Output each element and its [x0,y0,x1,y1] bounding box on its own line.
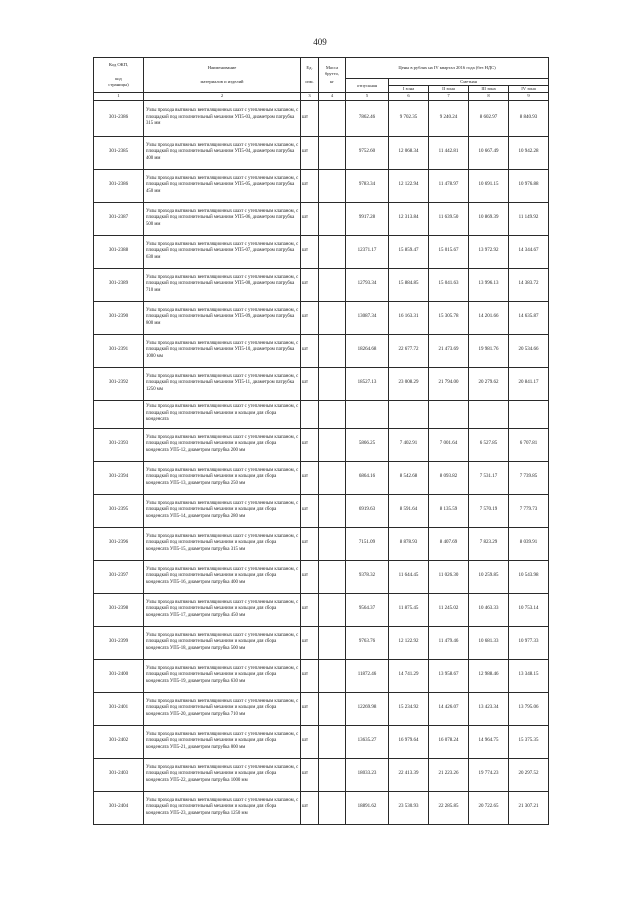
row-unit: шт [301,169,319,202]
row-unit [301,400,319,428]
row-zone-2-price: 8 135.59 [429,494,469,527]
column-number: 5 [346,93,389,101]
row-name: Узлы прохода вытяжных вентиляционных шахт с утепленным клапаном, с площадкой под исполнительный механизм УП5-10, диаметром патрубка 1000 мм [144,334,301,367]
row-zone-3-price: 10 691.15 [469,169,509,202]
row-zone-2-price: 11 478.97 [429,169,469,202]
table-row [94,725,549,758]
row-unit: шт [301,560,319,593]
row-zone-3-price: 10 869.39 [469,202,509,235]
table-row [94,791,549,824]
row-zone-1-price: 15 234.92 [389,692,429,725]
header-name: Наименование материалов и изделий [144,58,301,93]
column-number: 9 [509,93,549,101]
row-unit: шт [301,461,319,494]
row-unit: шт [301,268,319,301]
table-row [94,494,549,527]
column-number: 7 [429,93,469,101]
row-zone-3-price: 14 964.75 [469,725,509,758]
row-mass [319,725,346,758]
header-price-title: Цены в рублях на IV квартал 2016 года (без НДС) [346,58,549,79]
column-number: 4 [319,93,346,101]
row-supply-price [346,400,389,428]
row-zone-1-price: 22 677.72 [389,334,429,367]
row-zone-3-price: 7 823.29 [469,527,509,560]
table-row [94,626,549,659]
header-unit: Ед. изм. [301,58,319,93]
row-supply-price: 12371.17 [346,235,389,268]
row-code: 301-2395 [94,494,144,527]
row-zone-3-price: 12 988.46 [469,659,509,692]
row-supply-price: 9783.34 [346,169,389,202]
row-zone-4-price: 6 707.81 [509,428,549,461]
row-zone-1-price: 11 875.45 [389,593,429,626]
row-zone-2-price: 9 240.24 [429,100,469,136]
row-zone-1-price [389,400,429,428]
row-code: 301-2387 [94,202,144,235]
header-estimate: Сметная [389,79,549,86]
row-unit: шт [301,301,319,334]
table-row [94,461,549,494]
header-zone-3: III зона [469,86,509,93]
row-zone-3-price: 10 681.33 [469,626,509,659]
row-zone-3-price: 19 774.23 [469,758,509,791]
row-mass [319,301,346,334]
row-mass [319,100,346,136]
row-zone-1-price: 8 542.68 [389,461,429,494]
row-zone-1-price: 16 163.31 [389,301,429,334]
row-zone-4-price: 7 779.73 [509,494,549,527]
header-zone-2: II зона [429,86,469,93]
row-code: 301-2402 [94,725,144,758]
row-mass [319,169,346,202]
row-zone-2-price: 22 285.85 [429,791,469,824]
row-zone-4-price: 13 795.06 [509,692,549,725]
column-number: 6 [389,93,429,101]
row-zone-2-price: 15 041.63 [429,268,469,301]
row-zone-1-price: 15 859.47 [389,235,429,268]
row-unit: шт [301,791,319,824]
row-name: Узлы прохода вытяжных вентиляционных шахт с утепленным клапаном, с площадкой под исполнительный механизм и кольцом для сбора конденсата [144,400,301,428]
row-mass [319,268,346,301]
row-unit: шт [301,100,319,136]
row-zone-3-price: 13 996.13 [469,268,509,301]
row-zone-1-price: 12 122.92 [389,626,429,659]
row-code: 301-2390 [94,301,144,334]
row-supply-price: 12269.98 [346,692,389,725]
row-name: Узлы прохода вытяжных вентиляционных шахт с утепленным клапаном, с площадкой под исполнительный механизм УП5-03, диаметром патрубка 315 мм [144,100,301,136]
row-unit: шт [301,626,319,659]
row-code: 301-2389 [94,268,144,301]
row-zone-1-price: 22 413.39 [389,758,429,791]
row-zone-4-price: 10 977.33 [509,626,549,659]
table-row [94,428,549,461]
row-zone-1-price: 23 008.29 [389,367,429,400]
row-code: 301-2388 [94,235,144,268]
row-name: Узлы прохода вытяжных вентиляционных шахт с утепленным клапаном, с площадкой под исполнительный механизм и кольцом для сбора конденсата УП5-20, диаметром патрубка 710 мм [144,692,301,725]
row-unit: шт [301,659,319,692]
row-zone-4-price: 8 039.91 [509,527,549,560]
row-mass [319,593,346,626]
table-row [94,527,549,560]
row-code: 301-2391 [94,334,144,367]
row-zone-3-price: 10 463.33 [469,593,509,626]
row-zone-1-price: 12 313.84 [389,202,429,235]
row-mass [319,659,346,692]
row-supply-price: 18264.68 [346,334,389,367]
row-supply-price: 9917.28 [346,202,389,235]
row-supply-price: 12793.34 [346,268,389,301]
row-zone-3-price: 13 972.92 [469,235,509,268]
row-name: Узлы прохода вытяжных вентиляционных шахт с утепленным клапаном, с площадкой под исполнительный механизм и кольцом для сбора конденсата УП5-22, диаметром патрубка 1000 мм [144,758,301,791]
row-supply-price: 18033.23 [346,758,389,791]
row-zone-4-price: 11 149.92 [509,202,549,235]
row-zone-4-price: 7 739.85 [509,461,549,494]
row-zone-1-price: 15 884.85 [389,268,429,301]
row-name: Узлы прохода вытяжных вентиляционных шахт с утепленным клапаном, с площадкой под исполнительный механизм и кольцом для сбора конденсата УП5-21, диаметром патрубка 800 мм [144,725,301,758]
row-mass [319,560,346,593]
row-zone-2-price: 11 639.50 [429,202,469,235]
row-name: Узлы прохода вытяжных вентиляционных шахт с утепленным клапаном, с площадкой под исполнительный механизм УП5-05, диаметром патрубка 450 мм [144,169,301,202]
header-zone-1: I зона [389,86,429,93]
row-name: Узлы прохода вытяжных вентиляционных шахт с утепленным клапаном, с площадкой под исполнительный механизм и кольцом для сбора конденсата УП5-17, диаметром патрубка 450 мм [144,593,301,626]
row-zone-2-price: 11 245.02 [429,593,469,626]
row-supply-price: 13635.27 [346,725,389,758]
row-zone-1-price: 11 644.45 [389,560,429,593]
row-code: 301-2398 [94,593,144,626]
row-name: Узлы прохода вытяжных вентиляционных шахт с утепленным клапаном, с площадкой под исполнительный механизм и кольцом для сбора конденсата УП5-15, диаметром патрубка 315 мм [144,527,301,560]
row-name: Узлы прохода вытяжных вентиляционных шахт с утепленным клапаном, с площадкой под исполнительный механизм УП5-09, диаметром патрубка 800 мм [144,301,301,334]
header-code: Код ОКП, код страницы) [94,58,144,93]
row-zone-4-price: 20 297.52 [509,758,549,791]
table-row [94,400,549,428]
row-unit: шт [301,367,319,400]
row-supply-price: 9378.32 [346,560,389,593]
header-mass: Масса брутто, кг [319,58,346,93]
row-zone-3-price [469,400,509,428]
table-row [94,169,549,202]
column-number: 1 [94,93,144,101]
row-supply-price: 9752.60 [346,136,389,169]
row-code: 301-2386 [94,100,144,136]
page-number: 409 [313,37,327,47]
row-code: 301-2404 [94,791,144,824]
row-name: Узлы прохода вытяжных вентиляционных шахт с утепленным клапаном, с площадкой под исполнительный механизм УП5-07, диаметром патрубка 630 мм [144,235,301,268]
row-zone-3-price: 19 981.76 [469,334,509,367]
table-row [94,659,549,692]
row-code: 301-2396 [94,527,144,560]
row-mass [319,367,346,400]
row-unit: шт [301,235,319,268]
row-zone-3-price: 10 667.49 [469,136,509,169]
row-unit: шт [301,758,319,791]
row-supply-price: 13087.34 [346,301,389,334]
row-zone-1-price: 14 741.29 [389,659,429,692]
row-name: Узлы прохода вытяжных вентиляционных шахт с утепленным клапаном, с площадкой под исполнительный механизм УП5-06, диаметром патрубка 500 мм [144,202,301,235]
row-code: 301-2385 [94,136,144,169]
row-zone-4-price: 14 383.72 [509,268,549,301]
row-unit: шт [301,428,319,461]
row-code: 301-2400 [94,659,144,692]
row-zone-2-price: 13 958.67 [429,659,469,692]
row-unit: шт [301,334,319,367]
row-zone-3-price: 20 279.62 [469,367,509,400]
row-mass [319,626,346,659]
row-zone-4-price: 14 635.87 [509,301,549,334]
row-code: 301-2386 [94,169,144,202]
row-mass [319,235,346,268]
row-code: 301-2401 [94,692,144,725]
row-unit: шт [301,202,319,235]
row-supply-price: 7151.09 [346,527,389,560]
row-zone-4-price: 13 348.15 [509,659,549,692]
header-supply: отпускная [346,79,389,93]
table-row [94,692,549,725]
table-row [94,560,549,593]
row-zone-2-price: 8 093.82 [429,461,469,494]
row-supply-price: 7862.46 [346,100,389,136]
row-zone-3-price: 13 423.34 [469,692,509,725]
row-mass [319,202,346,235]
row-code: 301-2394 [94,461,144,494]
row-mass [319,527,346,560]
row-zone-2-price: 8 407.69 [429,527,469,560]
row-mass [319,494,346,527]
row-supply-price: 6864.16 [346,461,389,494]
table-row [94,100,549,136]
table-row [94,593,549,626]
row-supply-price: 6919.63 [346,494,389,527]
row-zone-2-price: 11 026.30 [429,560,469,593]
column-number: 3 [301,93,319,101]
row-zone-4-price: 10 543.98 [509,560,549,593]
row-unit: шт [301,494,319,527]
row-mass [319,758,346,791]
row-supply-price: 9763.76 [346,626,389,659]
row-zone-4-price: 21 307.21 [509,791,549,824]
row-zone-4-price [509,400,549,428]
row-name: Узлы прохода вытяжных вентиляционных шахт с утепленным клапаном, с площадкой под исполнительный механизм и кольцом для сбора конденсата УП5-14, диаметром патрубка 280 мм [144,494,301,527]
row-unit: шт [301,136,319,169]
row-mass [319,461,346,494]
row-code: 301-2397 [94,560,144,593]
row-supply-price: 18527.13 [346,367,389,400]
row-supply-price: 11872.46 [346,659,389,692]
row-zone-4-price: 20 534.66 [509,334,549,367]
row-zone-1-price: 7 402.91 [389,428,429,461]
table-row [94,334,549,367]
row-name: Узлы прохода вытяжных вентиляционных шахт с утепленным клапаном, с площадкой под исполнительный механизм УП5-08, диаметром патрубка 710 мм [144,268,301,301]
table-row [94,367,549,400]
row-name: Узлы прохода вытяжных вентиляционных шахт с утепленным клапаном, с площадкой под исполнительный механизм и кольцом для сбора конденсата УП5-23, диаметром патрубка 1250 мм [144,791,301,824]
row-zone-2-price: 21 473.69 [429,334,469,367]
row-name: Узлы прохода вытяжных вентиляционных шахт с утепленным клапаном, с площадкой под исполнительный механизм и кольцом для сбора конденсата УП5-16, диаметром патрубка 400 мм [144,560,301,593]
table-row [94,136,549,169]
row-zone-1-price: 12 068.34 [389,136,429,169]
column-number: 2 [144,93,301,101]
row-zone-4-price: 14 344.67 [509,235,549,268]
row-zone-3-price: 10 259.85 [469,560,509,593]
row-code [94,400,144,428]
row-zone-2-price: 11 479.46 [429,626,469,659]
row-zone-2-price: 11 442.81 [429,136,469,169]
row-zone-3-price: 6 527.85 [469,428,509,461]
row-name: Узлы прохода вытяжных вентиляционных шахт с утепленным клапаном, с площадкой под исполнительный механизм и кольцом для сбора конденсата УП5-12, диаметром патрубка 200 мм [144,428,301,461]
row-zone-1-price: 23 530.93 [389,791,429,824]
table-row [94,268,549,301]
row-zone-4-price: 10 753.14 [509,593,549,626]
row-unit: шт [301,725,319,758]
row-zone-3-price: 7 531.17 [469,461,509,494]
row-mass [319,791,346,824]
row-name: Узлы прохода вытяжных вентиляционных шахт с утепленным клапаном, с площадкой под исполнительный механизм и кольцом для сбора конденсата УП5-13, диаметром патрубка 250 мм [144,461,301,494]
table-row [94,202,549,235]
row-supply-price: 18891.62 [346,791,389,824]
table-row [94,301,549,334]
row-zone-1-price: 8 878.93 [389,527,429,560]
row-code: 301-2403 [94,758,144,791]
row-mass [319,428,346,461]
row-zone-3-price: 14 201.66 [469,301,509,334]
table-row [94,235,549,268]
row-zone-2-price: 21 223.26 [429,758,469,791]
row-zone-2-price: 14 426.07 [429,692,469,725]
row-unit: шт [301,593,319,626]
row-unit: шт [301,692,319,725]
row-name: Узлы прохода вытяжных вентиляционных шахт с утепленным клапаном, с площадкой под исполнительный механизм УП5-11, диаметром патрубка 1250 мм [144,367,301,400]
row-code: 301-2393 [94,428,144,461]
row-zone-1-price: 16 979.64 [389,725,429,758]
row-zone-1-price: 8 591.64 [389,494,429,527]
row-zone-3-price: 8 602.97 [469,100,509,136]
row-zone-4-price: 10 942.28 [509,136,549,169]
row-supply-price: 5866.25 [346,428,389,461]
row-mass [319,334,346,367]
row-name: Узлы прохода вытяжных вентиляционных шахт с утепленным клапаном, с площадкой под исполнительный механизм и кольцом для сбора конденсата УП5-18, диаметром патрубка 500 мм [144,626,301,659]
row-code: 301-2392 [94,367,144,400]
header-zone-4: IV зона [509,86,549,93]
row-zone-3-price: 20 722.65 [469,791,509,824]
row-zone-2-price: 15 015.67 [429,235,469,268]
row-zone-2-price: 7 001.64 [429,428,469,461]
row-zone-4-price: 15 375.35 [509,725,549,758]
row-zone-2-price: 16 078.24 [429,725,469,758]
row-zone-4-price: 20 841.17 [509,367,549,400]
row-supply-price: 9564.37 [346,593,389,626]
row-zone-3-price: 7 570.19 [469,494,509,527]
row-mass [319,692,346,725]
row-mass [319,136,346,169]
row-code: 301-2399 [94,626,144,659]
row-zone-4-price: 10 976.88 [509,169,549,202]
row-zone-4-price: 8 840.93 [509,100,549,136]
column-number: 8 [469,93,509,101]
row-mass [319,400,346,428]
row-unit: шт [301,527,319,560]
row-zone-1-price: 9 702.35 [389,100,429,136]
row-zone-2-price [429,400,469,428]
table-row [94,758,549,791]
price-table [93,57,549,825]
row-zone-1-price: 12 122.94 [389,169,429,202]
row-name: Узлы прохода вытяжных вентиляционных шахт с утепленным клапаном, с площадкой под исполнительный механизм и кольцом для сбора конденсата УП5-19, диаметром патрубка 630 мм [144,659,301,692]
row-zone-2-price: 15 305.78 [429,301,469,334]
row-zone-2-price: 21 794.00 [429,367,469,400]
row-name: Узлы прохода вытяжных вентиляционных шахт с утепленным клапаном, с площадкой под исполнительный механизм УП5-04, диаметром патрубка 400 мм [144,136,301,169]
